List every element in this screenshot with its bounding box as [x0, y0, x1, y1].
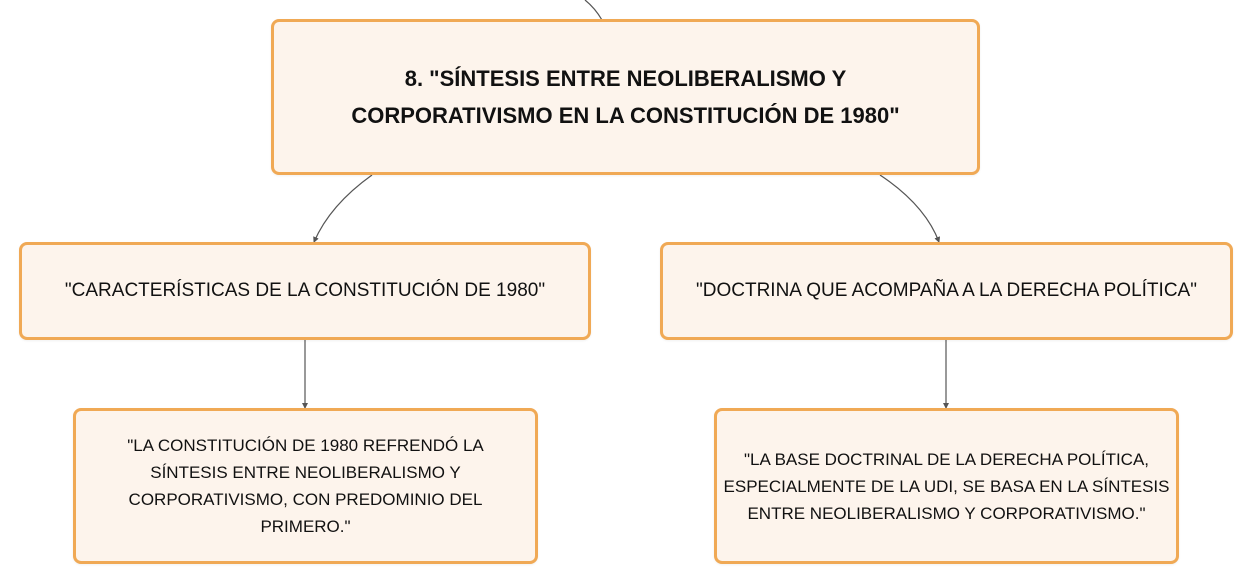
main-topic-text: 8. "SÍNTESIS ENTRE NEOLIBERALISMO Y CORPORATIVISMO EN LA CONSTITUCIÓN DE 1980" — [351, 66, 900, 128]
left-child-node[interactable] — [73, 408, 538, 564]
incoming-connector — [585, 0, 602, 20]
main-topic-node[interactable] — [271, 19, 980, 175]
left-child-text: "LA CONSTITUCIÓN DE 1980 REFRENDÓ LA SÍNTESIS ENTRE NEOLIBERALISMO Y CORPORATIVISMO, CON PREDOMINIO DEL PRIMERO." — [127, 436, 484, 536]
connector-main-to-left — [314, 175, 372, 242]
connector-main-to-right — [880, 175, 939, 242]
left-branch-title: "CARACTERÍSTICAS DE LA CONSTITUCIÓN DE 1980" — [64, 280, 546, 301]
right-child-text: "LA BASE DOCTRINAL DE LA DERECHA POLÍTICA, ESPECIALMENTE DE LA UDI, SE BASA EN LA SÍNTESIS ENTRE NEOLIBERALISMO Y CORPORATIVISMO." — [723, 449, 1170, 523]
right-child-node[interactable] — [714, 408, 1179, 564]
right-branch-node[interactable] — [660, 242, 1233, 340]
left-branch-node[interactable] — [19, 242, 591, 340]
right-branch-title: "DOCTRINA QUE ACOMPAÑA A LA DERECHA POLÍTICA" — [696, 280, 1197, 301]
